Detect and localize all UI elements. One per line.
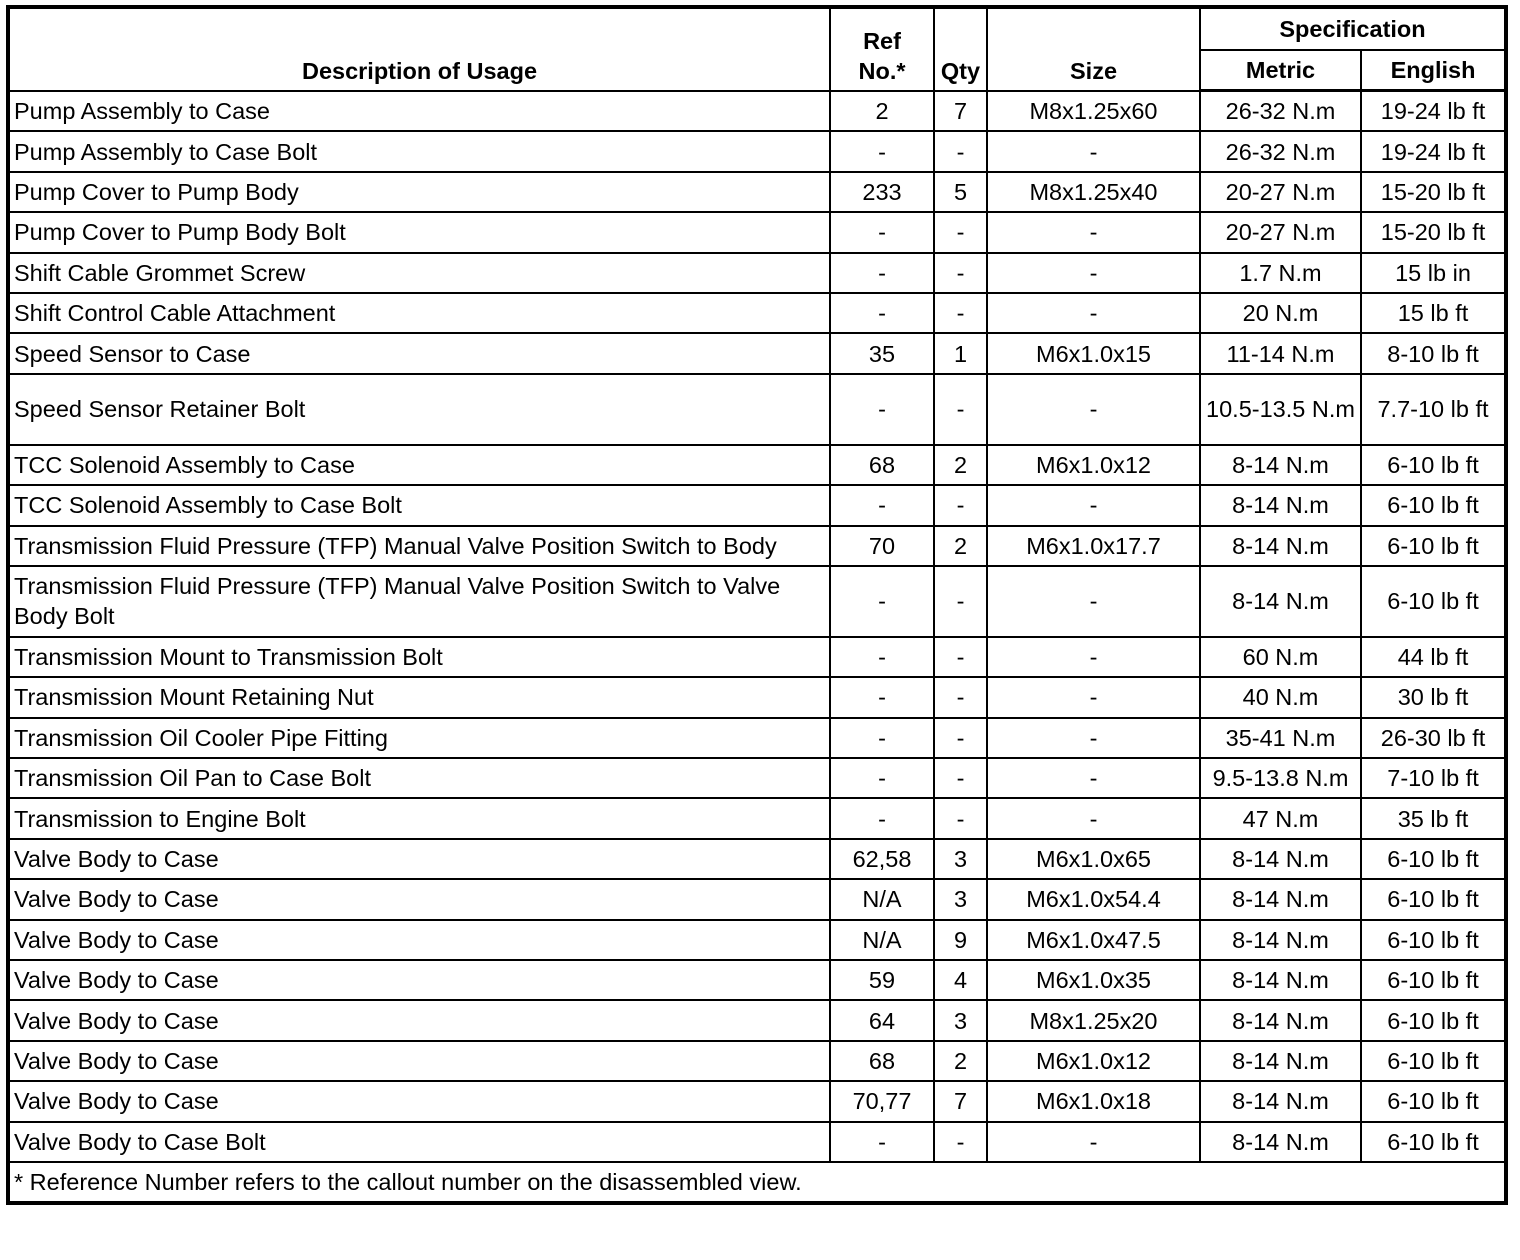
cell-english: 15-20 lb ft (1361, 172, 1506, 212)
cell-qty: - (934, 798, 987, 838)
cell-metric: 8-14 N.m (1200, 485, 1361, 525)
cell-qty: 4 (934, 960, 987, 1000)
cell-ref-no: N/A (830, 920, 934, 960)
cell-english: 6-10 lb ft (1361, 920, 1506, 960)
cell-description: Valve Body to Case (8, 879, 830, 919)
cell-ref-no: 64 (830, 1000, 934, 1040)
table-row (8, 253, 1506, 293)
cell-description: Speed Sensor to Case (8, 333, 830, 373)
cell-qty: - (934, 677, 987, 717)
cell-ref-no: 68 (830, 445, 934, 485)
table-row (8, 172, 1506, 212)
cell-description: Valve Body to Case (8, 1081, 830, 1121)
cell-ref-no: - (830, 131, 934, 171)
cell-english: 15 lb in (1361, 253, 1506, 293)
cell-metric: 60 N.m (1200, 637, 1361, 677)
cell-qty: - (934, 253, 987, 293)
cell-ref-no: 35 (830, 333, 934, 373)
cell-qty: 9 (934, 920, 987, 960)
cell-english: 6-10 lb ft (1361, 526, 1506, 566)
cell-metric: 8-14 N.m (1200, 920, 1361, 960)
cell-description: Transmission Mount Retaining Nut (8, 677, 830, 717)
cell-description: Pump Assembly to Case Bolt (8, 131, 830, 171)
cell-qty: - (934, 718, 987, 758)
cell-metric: 8-14 N.m (1200, 445, 1361, 485)
cell-description: Valve Body to Case (8, 839, 830, 879)
cell-description: Transmission Oil Cooler Pipe Fitting (8, 718, 830, 758)
cell-ref-no: N/A (830, 879, 934, 919)
cell-english: 19-24 lb ft (1361, 131, 1506, 171)
cell-qty: - (934, 758, 987, 798)
cell-qty: - (934, 1122, 987, 1162)
cell-metric: 8-14 N.m (1200, 839, 1361, 879)
cell-ref-no: - (830, 566, 934, 637)
cell-description: TCC Solenoid Assembly to Case Bolt (8, 485, 830, 525)
cell-size: M6x1.0x35 (987, 960, 1200, 1000)
cell-ref-no: 2 (830, 91, 934, 132)
cell-description: Shift Cable Grommet Screw (8, 253, 830, 293)
cell-english: 6-10 lb ft (1361, 1081, 1506, 1121)
cell-metric: 8-14 N.m (1200, 1081, 1361, 1121)
header-ref-no (830, 7, 934, 91)
cell-description: Transmission Mount to Transmission Bolt (8, 637, 830, 677)
cell-qty: 2 (934, 526, 987, 566)
cell-ref-no: - (830, 1122, 934, 1162)
cell-size: - (987, 677, 1200, 717)
table-row (8, 798, 1506, 838)
cell-description: Pump Cover to Pump Body (8, 172, 830, 212)
table-row (8, 445, 1506, 485)
cell-qty: 2 (934, 1041, 987, 1081)
cell-metric: 20-27 N.m (1200, 212, 1361, 252)
cell-description: Valve Body to Case (8, 1000, 830, 1040)
cell-ref-no: 62,58 (830, 839, 934, 879)
cell-size: M6x1.0x54.4 (987, 879, 1200, 919)
cell-size: - (987, 374, 1200, 445)
cell-english: 6-10 lb ft (1361, 1000, 1506, 1040)
cell-metric: 20-27 N.m (1200, 172, 1361, 212)
table-row (8, 920, 1506, 960)
table-row (8, 293, 1506, 333)
cell-description: Transmission Fluid Pressure (TFP) Manual Valve Position Switch to Valve Body Bolt (8, 566, 830, 637)
cell-ref-no: - (830, 758, 934, 798)
table-row (8, 333, 1506, 373)
cell-size: M6x1.0x18 (987, 1081, 1200, 1121)
cell-size: - (987, 718, 1200, 758)
cell-ref-no: 233 (830, 172, 934, 212)
cell-description: TCC Solenoid Assembly to Case (8, 445, 830, 485)
table-row (8, 1081, 1506, 1121)
cell-metric: 8-14 N.m (1200, 1041, 1361, 1081)
cell-qty: 3 (934, 879, 987, 919)
cell-english: 8-10 lb ft (1361, 333, 1506, 373)
cell-english: 6-10 lb ft (1361, 879, 1506, 919)
cell-metric: 8-14 N.m (1200, 1000, 1361, 1040)
cell-size: M6x1.0x47.5 (987, 920, 1200, 960)
cell-qty: 3 (934, 839, 987, 879)
cell-english: 6-10 lb ft (1361, 445, 1506, 485)
table-row (8, 718, 1506, 758)
cell-size: M6x1.0x12 (987, 1041, 1200, 1081)
header-qty: Qty (934, 7, 987, 91)
cell-qty: - (934, 566, 987, 637)
cell-qty: 5 (934, 172, 987, 212)
cell-english: 15-20 lb ft (1361, 212, 1506, 252)
cell-ref-no: - (830, 253, 934, 293)
cell-metric: 26-32 N.m (1200, 91, 1361, 132)
cell-size: M8x1.25x40 (987, 172, 1200, 212)
cell-size: M8x1.25x20 (987, 1000, 1200, 1040)
cell-ref-no: - (830, 637, 934, 677)
cell-qty: - (934, 212, 987, 252)
cell-qty: - (934, 485, 987, 525)
cell-english: 26-30 lb ft (1361, 718, 1506, 758)
cell-description: Transmission Oil Pan to Case Bolt (8, 758, 830, 798)
table-row (8, 91, 1506, 132)
cell-size: - (987, 758, 1200, 798)
header-metric: Metric (1200, 50, 1361, 91)
table-row (8, 131, 1506, 171)
table-row (8, 879, 1506, 919)
header-english: English (1361, 50, 1506, 91)
cell-qty: 2 (934, 445, 987, 485)
table-row (8, 1122, 1506, 1162)
cell-qty: - (934, 131, 987, 171)
cell-size: - (987, 637, 1200, 677)
cell-size: - (987, 485, 1200, 525)
cell-english: 6-10 lb ft (1361, 960, 1506, 1000)
cell-metric: 40 N.m (1200, 677, 1361, 717)
cell-ref-no: - (830, 212, 934, 252)
cell-metric: 8-14 N.m (1200, 960, 1361, 1000)
cell-ref-no: - (830, 485, 934, 525)
cell-size: - (987, 131, 1200, 171)
cell-size: M6x1.0x65 (987, 839, 1200, 879)
cell-qty: - (934, 637, 987, 677)
cell-english: 35 lb ft (1361, 798, 1506, 838)
cell-size: - (987, 566, 1200, 637)
table-row (8, 677, 1506, 717)
cell-size: - (987, 253, 1200, 293)
cell-metric: 11-14 N.m (1200, 333, 1361, 373)
footnote: * Reference Number refers to the callout number on the disassembled view. (8, 1162, 1506, 1203)
cell-size: - (987, 293, 1200, 333)
cell-ref-no: 70,77 (830, 1081, 934, 1121)
table-row (8, 960, 1506, 1000)
cell-ref-no: - (830, 677, 934, 717)
cell-qty: - (934, 374, 987, 445)
cell-description: Shift Control Cable Attachment (8, 293, 830, 333)
cell-description: Valve Body to Case (8, 1041, 830, 1081)
cell-metric: 26-32 N.m (1200, 131, 1361, 171)
table-row (8, 485, 1506, 525)
header-ref-line1: Ref (863, 27, 901, 54)
cell-size: M8x1.25x60 (987, 91, 1200, 132)
cell-metric: 9.5-13.8 N.m (1200, 758, 1361, 798)
cell-english: 30 lb ft (1361, 677, 1506, 717)
cell-metric: 10.5-13.5 N.m (1200, 374, 1361, 445)
cell-english: 6-10 lb ft (1361, 566, 1506, 637)
cell-size: - (987, 212, 1200, 252)
cell-metric: 35-41 N.m (1200, 718, 1361, 758)
header-ref-line2: No.* (858, 57, 906, 84)
table-row (8, 212, 1506, 252)
cell-ref-no: - (830, 718, 934, 758)
cell-english: 6-10 lb ft (1361, 839, 1506, 879)
cell-description: Pump Cover to Pump Body Bolt (8, 212, 830, 252)
table-row (8, 526, 1506, 566)
cell-english: 6-10 lb ft (1361, 1041, 1506, 1081)
cell-english: 19-24 lb ft (1361, 91, 1506, 132)
cell-qty: 7 (934, 1081, 987, 1121)
header-size: Size (987, 7, 1200, 91)
table-row (8, 1041, 1506, 1081)
cell-metric: 8-14 N.m (1200, 566, 1361, 637)
cell-metric: 1.7 N.m (1200, 253, 1361, 293)
cell-ref-no: 68 (830, 1041, 934, 1081)
table-row (8, 374, 1506, 445)
cell-english: 6-10 lb ft (1361, 1122, 1506, 1162)
cell-ref-no: 70 (830, 526, 934, 566)
cell-size: M6x1.0x17.7 (987, 526, 1200, 566)
table-row (8, 758, 1506, 798)
cell-metric: 47 N.m (1200, 798, 1361, 838)
cell-english: 15 lb ft (1361, 293, 1506, 333)
cell-description: Transmission to Engine Bolt (8, 798, 830, 838)
cell-description: Speed Sensor Retainer Bolt (8, 374, 830, 445)
cell-metric: 20 N.m (1200, 293, 1361, 333)
cell-english: 44 lb ft (1361, 637, 1506, 677)
fastener-specification-table (6, 5, 1508, 1205)
cell-description: Transmission Fluid Pressure (TFP) Manual Valve Position Switch to Body (8, 526, 830, 566)
cell-english: 7-10 lb ft (1361, 758, 1506, 798)
cell-qty: 1 (934, 333, 987, 373)
header-specification: Specification (1200, 7, 1506, 50)
cell-qty: 3 (934, 1000, 987, 1040)
cell-size: M6x1.0x15 (987, 333, 1200, 373)
cell-qty: 7 (934, 91, 987, 132)
cell-qty: - (934, 293, 987, 333)
cell-size: M6x1.0x12 (987, 445, 1200, 485)
header-description: Description of Usage (8, 7, 830, 91)
cell-ref-no: - (830, 374, 934, 445)
table-row (8, 1000, 1506, 1040)
cell-size: - (987, 1122, 1200, 1162)
cell-english: 7.7-10 lb ft (1361, 374, 1506, 445)
cell-description: Valve Body to Case (8, 960, 830, 1000)
table-row (8, 637, 1506, 677)
cell-ref-no: - (830, 798, 934, 838)
cell-metric: 8-14 N.m (1200, 879, 1361, 919)
cell-description: Pump Assembly to Case (8, 91, 830, 132)
cell-metric: 8-14 N.m (1200, 1122, 1361, 1162)
table-body (8, 91, 1506, 1162)
cell-ref-no: - (830, 293, 934, 333)
cell-description: Valve Body to Case Bolt (8, 1122, 830, 1162)
table-row (8, 566, 1506, 637)
cell-metric: 8-14 N.m (1200, 526, 1361, 566)
spec-table-container (6, 5, 1508, 1205)
cell-size: - (987, 798, 1200, 838)
cell-ref-no: 59 (830, 960, 934, 1000)
cell-english: 6-10 lb ft (1361, 485, 1506, 525)
cell-description: Valve Body to Case (8, 920, 830, 960)
table-row (8, 839, 1506, 879)
